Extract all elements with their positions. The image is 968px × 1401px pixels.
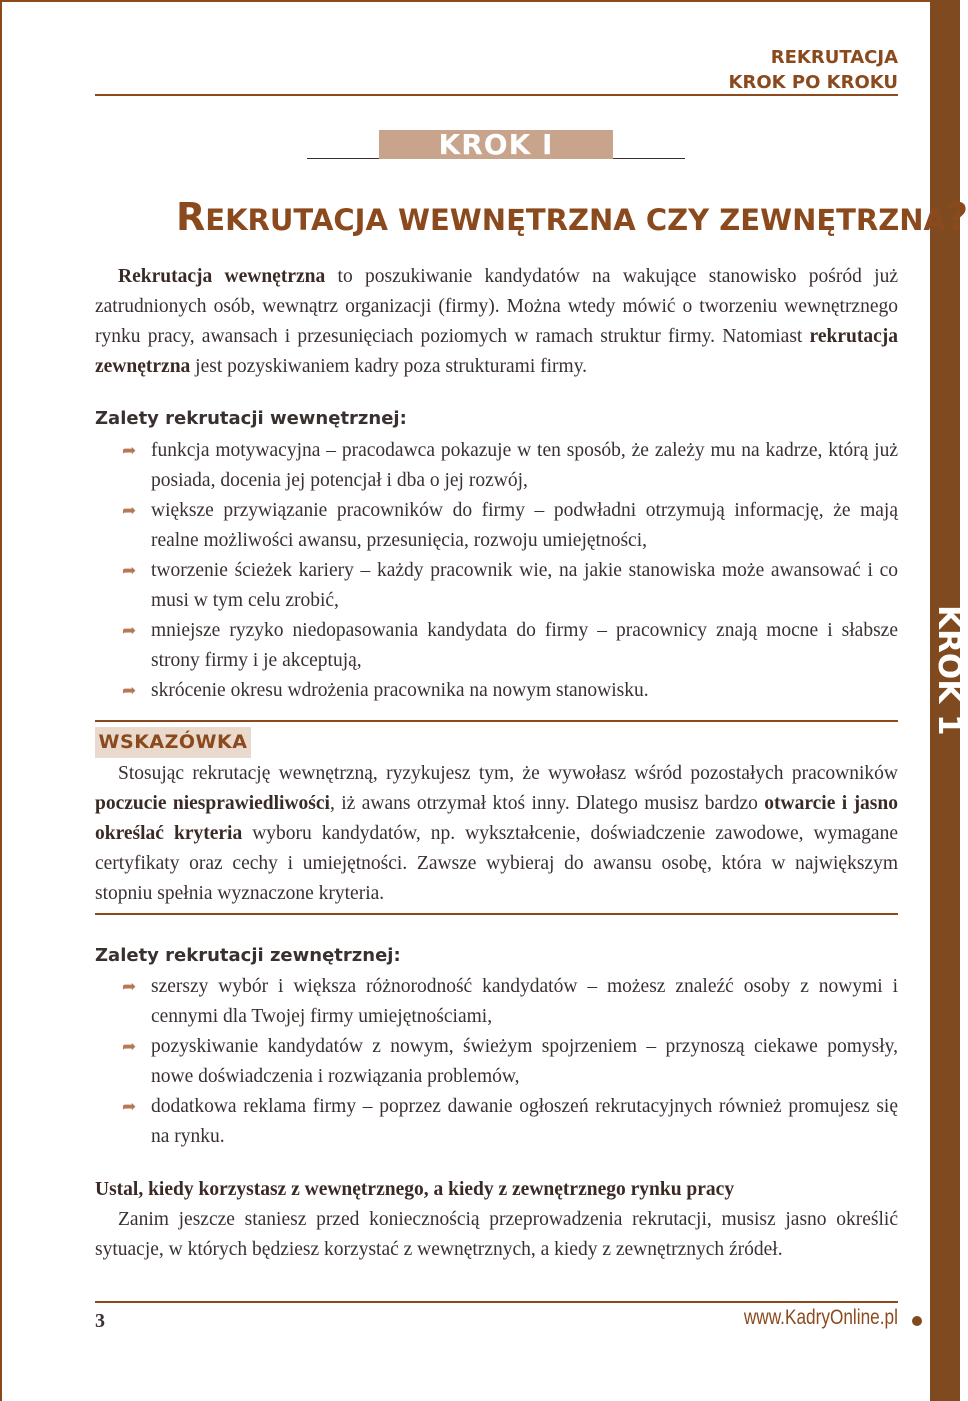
step-line-left [307, 158, 379, 159]
bullet-arrow-icon: ➦ [122, 561, 137, 581]
header-line-2: KROK PO KROKU [728, 72, 898, 93]
list-item: ➦ szerszy wybór i większa różnorodność kandydatów – możesz znaleźć osoby z nowymi i cennymi dla Twojej firmy umiejętnościami, [95, 972, 898, 1032]
footer-dot [912, 1316, 922, 1326]
external-advantages-list [95, 972, 898, 1152]
intro-text-1: to poszukiwanie kandydatów na wakujące stanowisko pośród już zatrudnionych osób, wewnątrz organizacji (firmy). Można wtedy mówić o tworzeniu wewnętrznego rynku pracy, awansach i przesunięciach poziomych w ramach struktur firmy. Natomiast [95, 266, 898, 347]
page-title [176, 197, 968, 240]
list-item: ➦ dodatkowa reklama firmy – poprzez dawanie ogłoszeń rekrutacyjnych również promujesz się na rynku. [95, 1092, 898, 1152]
side-tab-label: KROK 1 [931, 605, 967, 736]
list-item: ➦ funkcja motywacyjna – pracodawca pokazuje w ten sposób, że zależy mu na kadrze, którą już posiada, docenia jej potencjał i dba o jej rozwój, [95, 436, 898, 496]
header-rule [95, 94, 898, 96]
tip-rule-top [95, 720, 898, 722]
page-frame-top [0, 0, 930, 2]
list-item: ➦ tworzenie ścieżek kariery – każdy pracownik wie, na jakie stanowiska może awansować i co musi w tym celu zrobić, [95, 556, 898, 616]
internal-advantages-list [95, 436, 898, 706]
intro-paragraph [95, 262, 898, 382]
closing-heading: Ustal, kiedy korzystasz z wewnętrznego, a kiedy z zewnętrznego rynku pracy [95, 1179, 735, 1200]
intro-text-2: jest pozyskiwaniem kadry poza strukturami firmy. [190, 356, 588, 377]
bullet-arrow-icon: ➦ [122, 1037, 137, 1057]
footer-website: www.KadryOnline.pl [743, 1306, 898, 1329]
header-line-1: REKRUTACJA [770, 47, 898, 68]
list-item: ➦ większe przywiązanie pracowników do firmy – podwładni otrzymują informację, że mają realne możliwości awansu, przesunięcia, rozwoju umiejętności, [95, 496, 898, 556]
tip-paragraph: Stosując rekrutację wewnętrzną, ryzykujesz tym, że wywołasz wśród pozostałych pracowników poczucie niesprawiedliwości, iż awans otrzymał ktoś inny. Dlatego musisz bardzo otwarcie i jasno określać kryteria wyboru kandydatów, np. wykształcenie, doświadczenie zawodowe, wymagane certyfikaty oraz cechy i umiejętności. Zawsze wybieraj do awansu osobę, która w największym stopniu spełnia wyznaczone kryteria. [95, 763, 898, 904]
step-line-right [613, 158, 685, 159]
title-initial: R [176, 195, 206, 239]
tip-emphasis-1: poczucie niesprawiedliwości [95, 793, 330, 814]
bullet-arrow-icon: ➦ [122, 621, 137, 641]
footer-rule [95, 1301, 898, 1303]
bullet-arrow-icon: ➦ [122, 441, 137, 461]
list-item: ➦ mniejsze ryzyko niedopasowania kandydata do firmy – pracownicy znają mocne i słabsze strony firmy i je akceptują, [95, 616, 898, 676]
page-number: 3 [95, 1310, 105, 1332]
tip-rule-bottom [95, 913, 898, 915]
intro-term-external: rekrutacja zewnętrzna [95, 326, 898, 377]
intro-term-internal: Rekrutacja wewnętrzna [118, 266, 326, 287]
list-item: ➦ skrócenie okresu wdrożenia pracownika na nowym stanowisku. [95, 676, 898, 706]
running-header [729, 45, 898, 95]
page-frame-left [0, 0, 2, 1401]
bullet-arrow-icon: ➦ [122, 1097, 137, 1117]
title-question-mark: ? [946, 195, 968, 239]
bullet-arrow-icon: ➦ [122, 977, 137, 997]
external-advantages-heading: Zalety rekrutacji zewnętrznej: [95, 945, 401, 966]
bullet-arrow-icon: ➦ [122, 681, 137, 701]
tip-emphasis-2: otwarcie i jasno określać kryteria [95, 793, 898, 844]
step-label: KROK I [379, 130, 613, 159]
list-item: ➦ pozyskiwanie kandydatów z nowym, świeżym spojrzeniem – przynoszą ciekawe pomysły, nowe doświadczenia i rozwiązania problemów, [95, 1032, 898, 1092]
tip-label: WSKAZÓWKA [95, 727, 251, 758]
bullet-arrow-icon: ➦ [122, 501, 137, 521]
title-rest: EKRUTACJA WEWNĘTRZNA CZY ZEWNĘTRZNA [205, 203, 946, 237]
internal-advantages-heading: Zalety rekrutacji wewnętrznej: [95, 408, 407, 429]
closing-paragraph: Zanim jeszcze staniesz przed koniecznością przeprowadzenia rekrutacji, musisz jasno określić sytuacje, w których będziesz korzystać z wewnętrznych, a kiedy z zewnętrznych źródeł. [95, 1209, 898, 1260]
